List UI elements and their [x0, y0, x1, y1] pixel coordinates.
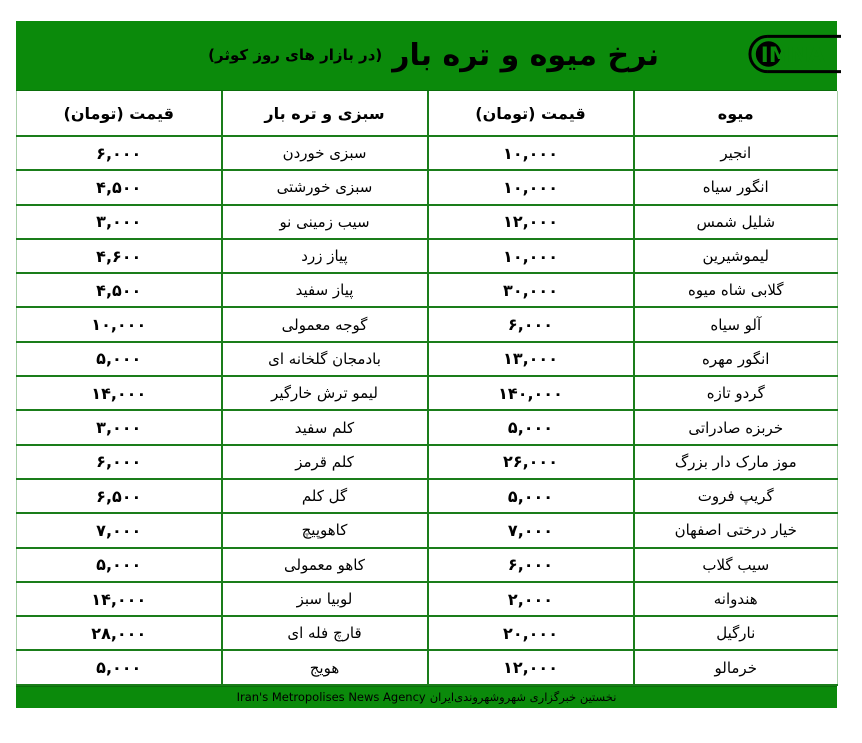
vegetable-price: ۴,۵۰۰	[17, 170, 222, 204]
price-table	[16, 91, 838, 686]
vegetable-price: ۴,۶۰۰	[17, 239, 222, 273]
vegetable-price: ۶,۵۰۰	[17, 479, 222, 513]
fruit-price: ۲۰,۰۰۰	[428, 616, 634, 650]
fruit-name: لیموشیرین	[634, 239, 838, 273]
header-vegetable: سبزی و تره بار	[222, 91, 428, 136]
vegetable-price: ۵,۰۰۰	[17, 650, 222, 684]
fruit-price: ۱۰,۰۰۰	[428, 136, 634, 170]
fruit-name: خیار درختی اصفهان	[634, 513, 838, 547]
header-fruit: میوه	[634, 91, 838, 136]
table-row	[17, 445, 838, 479]
fruit-name: نارگیل	[634, 616, 838, 650]
vegetable-name: سیب زمینی نو	[222, 205, 428, 239]
vegetable-price: ۵,۰۰۰	[17, 548, 222, 582]
vegetable-price: ۱۴,۰۰۰	[17, 376, 222, 410]
vegetable-name: کلم قرمز	[222, 445, 428, 479]
fruit-price: ۲,۰۰۰	[428, 582, 634, 616]
fruit-name: سیب گلاب	[634, 548, 838, 582]
fruit-name: خربزه صادراتی	[634, 410, 838, 444]
table-row	[17, 273, 838, 307]
vegetable-name: بادمجان گلخانه ای	[222, 342, 428, 376]
fruit-price: ۱۰,۰۰۰	[428, 170, 634, 204]
vegetable-name: کلم سفید	[222, 410, 428, 444]
vegetable-price: ۶,۰۰۰	[17, 136, 222, 170]
fruit-name: انگور سیاه	[634, 170, 838, 204]
vegetable-name: سبزی خورشتی	[222, 170, 428, 204]
table-row	[17, 170, 838, 204]
banner-title	[208, 29, 659, 81]
fruit-price: ۵,۰۰۰	[428, 410, 634, 444]
table-row	[17, 616, 838, 650]
vegetable-price: ۵,۰۰۰	[17, 342, 222, 376]
vegetable-name: قارچ فله ای	[222, 616, 428, 650]
fruit-name: خرمالو	[634, 650, 838, 684]
table-row	[17, 239, 838, 273]
fruit-name: گردو تازه	[634, 376, 838, 410]
vegetable-name: گل کلم	[222, 479, 428, 513]
table-row	[17, 342, 838, 376]
title-banner	[16, 21, 837, 91]
vegetable-price: ۳,۰۰۰	[17, 205, 222, 239]
table-row	[17, 582, 838, 616]
vegetable-name: کاهو معمولی	[222, 548, 428, 582]
table-row	[17, 205, 838, 239]
vegetable-name: سبزی خوردن	[222, 136, 428, 170]
svg-text:IMNA: IMNA	[760, 42, 825, 68]
table-row	[17, 650, 838, 684]
vegetable-name: پیاز زرد	[222, 239, 428, 273]
vegetable-name: هویج	[222, 650, 428, 684]
fruit-price: ۵,۰۰۰	[428, 479, 634, 513]
header-vegetable-price: قیمت (تومان)	[17, 91, 222, 136]
vegetable-price: ۴,۵۰۰	[17, 273, 222, 307]
vegetable-price: ۱۴,۰۰۰	[17, 582, 222, 616]
fruit-price: ۳۰,۰۰۰	[428, 273, 634, 307]
vegetable-name: لوبیا سبز	[222, 582, 428, 616]
table-row	[17, 136, 838, 170]
vegetable-price: ۷,۰۰۰	[17, 513, 222, 547]
imna-logo-icon	[747, 33, 841, 75]
fruit-name: شلیل شمس	[634, 205, 838, 239]
vegetable-name: پیاز سفید	[222, 273, 428, 307]
header-fruit-price: قیمت (تومان)	[428, 91, 634, 136]
table-row	[17, 307, 838, 341]
vegetable-price: ۶,۰۰۰	[17, 445, 222, 479]
price-sheet	[16, 21, 837, 708]
fruit-name: موز مارک دار بزرگ	[634, 445, 838, 479]
fruit-name: آلو سیاه	[634, 307, 838, 341]
vegetable-price: ۲۸,۰۰۰	[17, 616, 222, 650]
table-row	[17, 513, 838, 547]
footer-banner	[16, 686, 837, 708]
fruit-price: ۱۳,۰۰۰	[428, 342, 634, 376]
vegetable-price: ۳,۰۰۰	[17, 410, 222, 444]
fruit-price: ۲۶,۰۰۰	[428, 445, 634, 479]
fruit-price: ۱۰,۰۰۰	[428, 239, 634, 273]
fruit-price: ۱۴۰,۰۰۰	[428, 376, 634, 410]
table-row	[17, 376, 838, 410]
page-subtitle: (در بازار های روز کوثر)	[208, 46, 383, 64]
vegetable-name: گوجه معمولی	[222, 307, 428, 341]
fruit-price: ۱۲,۰۰۰	[428, 205, 634, 239]
vegetable-name: کاهوپیچ	[222, 513, 428, 547]
fruit-name: گلابی شاه میوه	[634, 273, 838, 307]
fruit-price: ۶,۰۰۰	[428, 548, 634, 582]
fruit-price: ۶,۰۰۰	[428, 307, 634, 341]
fruit-name: گریپ فروت	[634, 479, 838, 513]
vegetable-price: ۱۰,۰۰۰	[17, 307, 222, 341]
vegetable-name: لیمو ترش خارگیر	[222, 376, 428, 410]
fruit-name: هندوانه	[634, 582, 838, 616]
page-title: نرخ میوه و تره بار	[392, 37, 659, 73]
footer-text-fa: نخستین خبرگزاری شهروشهروندی‌ایران	[429, 690, 617, 705]
fruit-name: انجیر	[634, 136, 838, 170]
fruit-price: ۱۲,۰۰۰	[428, 650, 634, 684]
fruit-name: انگور مهره	[634, 342, 838, 376]
table-row	[17, 479, 838, 513]
fruit-price: ۷,۰۰۰	[428, 513, 634, 547]
table-row	[17, 548, 838, 582]
table-header-row	[17, 91, 838, 136]
footer-text-en: Iran's Metropolises News Agency	[236, 690, 426, 705]
table-row	[17, 410, 838, 444]
